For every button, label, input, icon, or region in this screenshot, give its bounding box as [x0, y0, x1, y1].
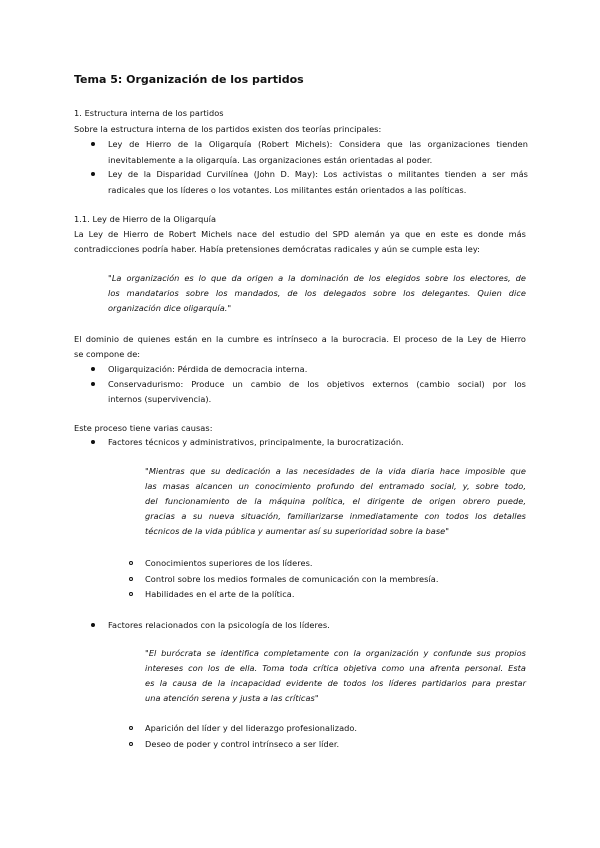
bullet-text: Factores técnicos y administrativos, principalmente, la burocratización.: [108, 437, 404, 447]
bullet-icon: [91, 172, 95, 176]
bullet-icon: [91, 142, 95, 146]
paragraph: Este proceso tiene varias causas:: [74, 423, 213, 433]
quote: "Mientras que su dedicación a las necesidades de la vida diaria hace imposible que: [145, 466, 526, 476]
sub-bullet-icon: [129, 726, 133, 730]
paragraph: La Ley de Hierro de Robert Michels nace del estudio del SPD alemán ya que en este es donde más: [74, 229, 526, 239]
quote: "La organización es lo que da origen a la dominación de los elegidos sobre los electores, de: [108, 273, 526, 283]
quote: gracias a su nueva situación, familiarizarse inmediatamente con todos los detalles: [145, 511, 526, 521]
sub-bullet-text: Habilidades en el arte de la política.: [145, 589, 295, 599]
bullet-icon: [91, 440, 95, 444]
quote: una atención serena y justa a las críticas": [145, 693, 319, 703]
page-title: Tema 5: Organización de los partidos: [74, 73, 304, 86]
sub-bullet-text: Aparición del líder y del liderazgo profesionalizado.: [145, 723, 357, 733]
sub-bullet-icon: [129, 561, 133, 565]
bullet-text: Ley de Hierro de la Oligarquía (Robert Michels): Considera que las organizaciones tienden: [108, 139, 528, 149]
paragraph: Sobre la estructura interna de los partidos existen dos teorías principales:: [74, 124, 382, 134]
sub-bullet-text: Conocimientos superiores de los líderes.: [145, 558, 313, 568]
quote: organización dice oligarquía.": [108, 303, 232, 313]
quote: los mandatarios sobre los mandados, de los delegados sobre los delegantes. Quien dice: [108, 288, 526, 298]
bullet-text: radicales que los líderes o los votantes. Los militantes están orientados a las políticas.: [108, 185, 467, 195]
sub-bullet-icon: [129, 592, 133, 596]
bullet-text: inevitablemente a la oligarquía. Las organizaciones están orientadas al poder.: [108, 155, 433, 165]
bullet-text: Conservadurismo: Produce un cambio de los objetivos externos (cambio social) por los: [108, 379, 526, 389]
quote: es la causa de la incapacidad evidente de todos los líderes partidarios para prestar: [145, 678, 526, 688]
bullet-text: Oligarquización: Pérdida de democracia interna.: [108, 364, 308, 374]
bullet-icon: [91, 367, 95, 371]
paragraph: contradicciones podría haber. Había pretensiones demócratas radicales y aún se cumple esta ley:: [74, 244, 480, 254]
quote: "El burócrata se identifica completamente con la organización y confunde sus propios: [145, 648, 526, 658]
sub-bullet-icon: [129, 577, 133, 581]
quote: técnicos de la vida pública y aumentar así su superioridad sobre la base": [145, 526, 450, 536]
bullet-text: internos (supervivencia).: [108, 394, 212, 404]
quote: las masas alcancen un conocimiento profundo del entramado social, y, sobre todo,: [145, 481, 526, 491]
bullet-text: Factores relacionados con la psicología de los líderes.: [108, 620, 330, 630]
bullet-icon: [91, 623, 95, 627]
bullet-icon: [91, 382, 95, 386]
section-heading: 1. Estructura interna de los partidos: [74, 108, 224, 118]
quote: intereses con los de ella. Toma toda crítica objetiva como una afrenta personal. Esta: [145, 663, 526, 673]
quote: del funcionamiento de la máquina política, el dirigente de origen obrero puede,: [145, 496, 526, 506]
section-heading: 1.1. Ley de Hierro de la Oligarquía: [74, 214, 217, 224]
sub-bullet-icon: [129, 742, 133, 746]
bullet-text: Ley de la Disparidad Curvilínea (John D. May): Los activistas o militantes tienden a ser más: [108, 169, 528, 179]
paragraph: se compone de:: [74, 349, 141, 359]
sub-bullet-text: Deseo de poder y control intrínseco a ser líder.: [145, 739, 340, 749]
paragraph: El dominio de quienes están en la cumbre es intrínseco a la burocracia. El proceso de la Ley de Hierro: [74, 334, 526, 344]
sub-bullet-text: Control sobre los medios formales de comunicación con la membresía.: [145, 574, 439, 584]
